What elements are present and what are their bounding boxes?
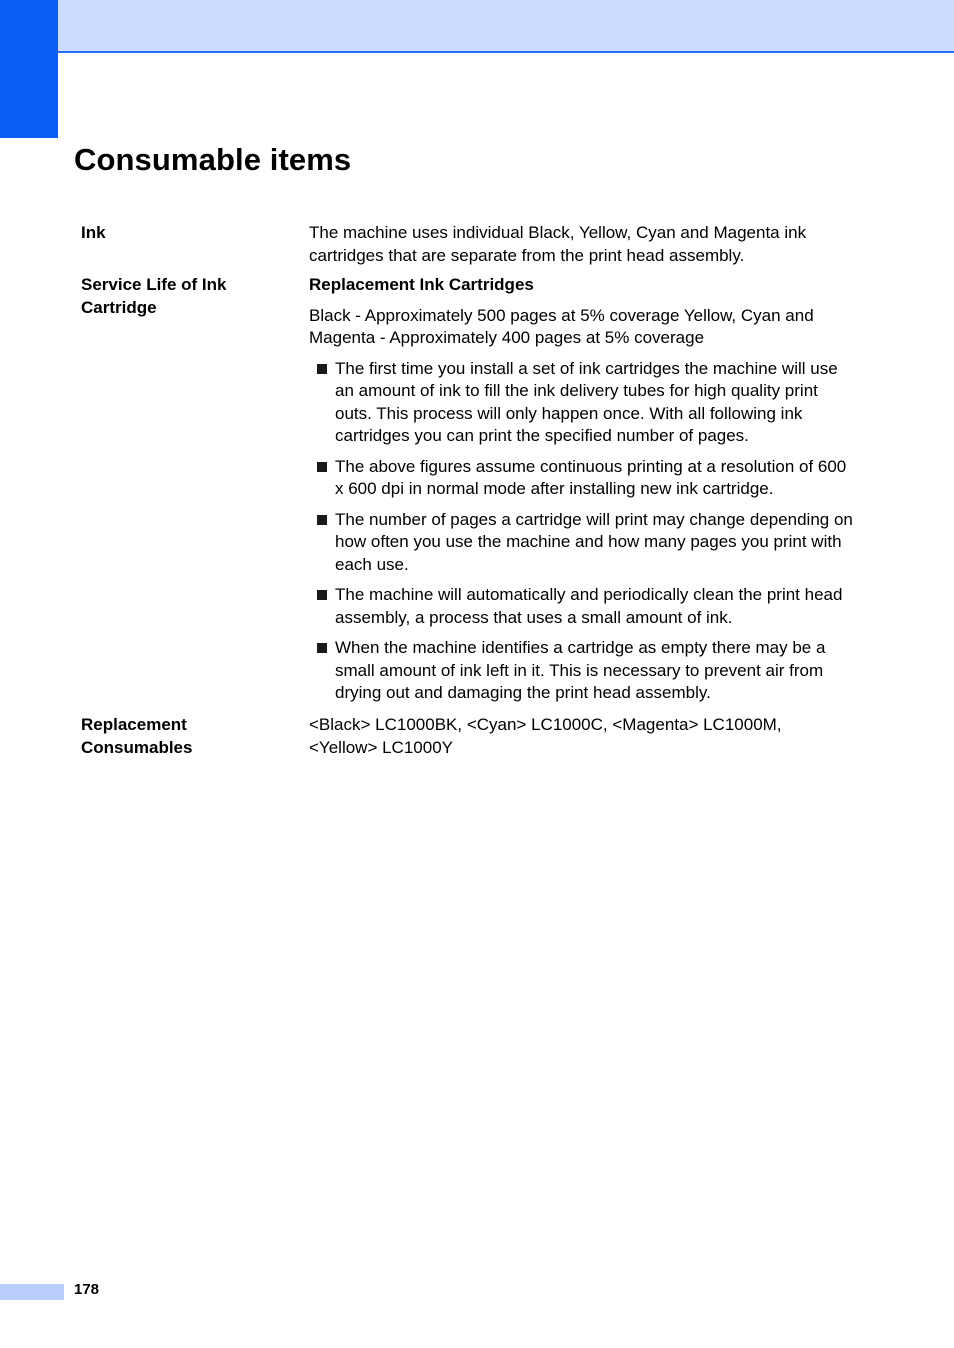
row-label: Ink [81, 223, 106, 242]
list-item [309, 584, 854, 629]
row-subhead: Replacement Ink Cartridges [309, 275, 534, 294]
row-text: Black - Approximately 500 pages at 5% coverage Yellow, Cyan and Magenta - Approximately 400 pages at 5% coverage [309, 305, 814, 347]
row-label: Service Life of Ink Cartridge [81, 275, 227, 317]
row-text: The machine uses individual Black, Yellow, Cyan and Magenta ink cartridges that are separate from the print head assembly. [309, 223, 807, 265]
row-value [309, 222, 854, 267]
square-bullet-icon [317, 643, 327, 653]
chapter-tab [0, 0, 58, 138]
row-value [309, 714, 854, 759]
square-bullet-icon [317, 590, 327, 600]
square-bullet-icon [317, 364, 327, 374]
square-bullet-icon [317, 462, 327, 472]
list-item [309, 509, 854, 577]
page-title: Consumable items [74, 142, 352, 177]
row-label: Replacement Consumables [81, 715, 193, 757]
list-item-text: The above figures assume continuous printing at a resolution of 600 x 600 dpi in normal mode after installing new ink cartridge. [335, 456, 847, 498]
list-item [309, 637, 854, 705]
row-value [309, 274, 854, 713]
list-item-text: The first time you install a set of ink cartridges the machine will use an amount of ink to fill the ink delivery tubes for high quality print outs. This process will only happen once. With all following ink cartridges you can print the specified number of pages. [335, 358, 838, 445]
list-item-text: The machine will automatically and periodically clean the print head assembly, a process that uses a small amount of ink. [335, 585, 843, 627]
footer-band [0, 1284, 64, 1300]
list-item [309, 456, 854, 501]
square-bullet-icon [317, 515, 327, 525]
list-item-text: When the machine identifies a cartridge as empty there may be a small amount of ink left in it. This is necessary to prevent air from drying out and damaging the print head assembly. [335, 638, 826, 702]
page-number: 178 [74, 1281, 100, 1298]
bullet-list [309, 358, 854, 705]
row-text: <Black> LC1000BK, <Cyan> LC1000C, <Magenta> LC1000M, <Yellow> LC1000Y [309, 715, 782, 757]
header-band [58, 0, 954, 53]
list-item-text: The number of pages a cartridge will print may change depending on how often you use the machine and how many pages you print with each use. [335, 509, 853, 574]
list-item [309, 358, 854, 448]
